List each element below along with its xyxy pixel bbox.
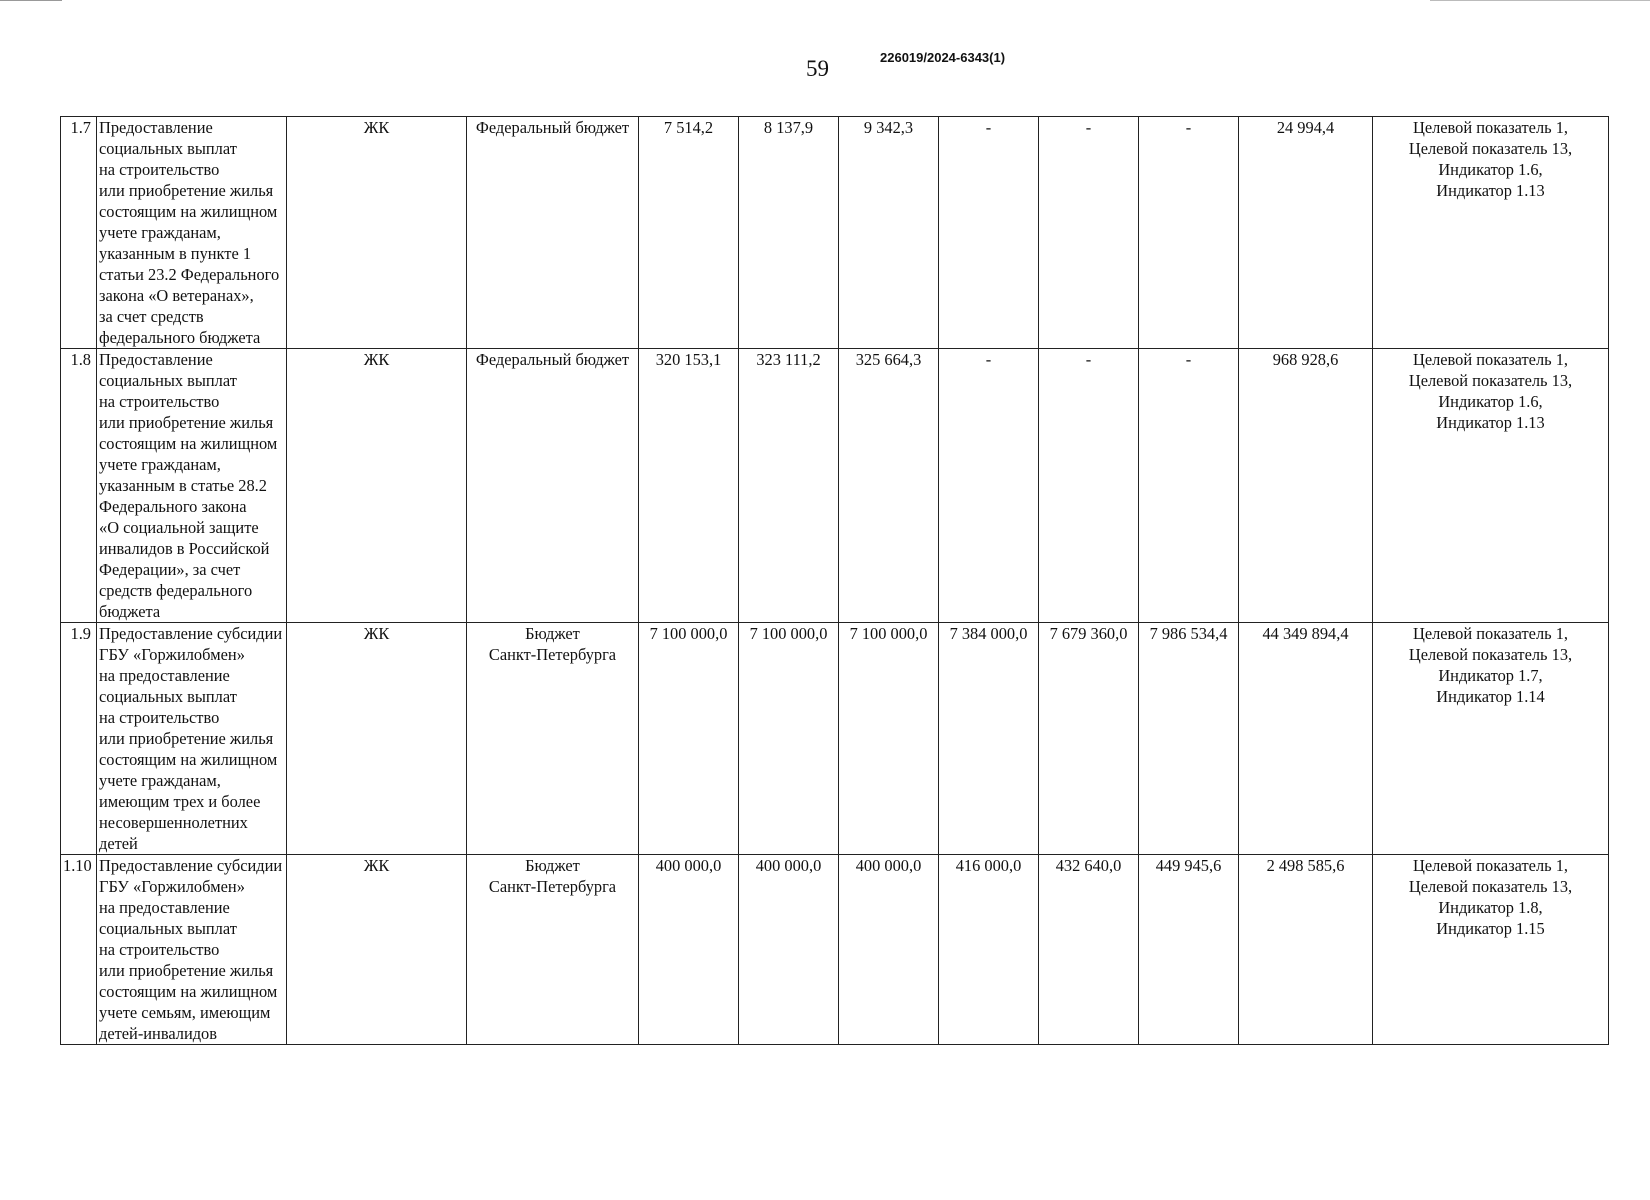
measure-name: Предоставление субсидии ГБУ «Горжилобмен» на предоставление социальных выплат на строительство или приобретение жилья состоящим на жилищном учете гражданам, имеющим трех и более несовершеннолетних детей [97, 623, 287, 855]
value-cell: - [939, 117, 1039, 349]
funding-source: Бюджет Санкт-Петербурга [467, 855, 639, 1045]
value-cell: 325 664,3 [839, 349, 939, 623]
value-cell: 400 000,0 [739, 855, 839, 1045]
total-cell: 44 349 894,4 [1239, 623, 1373, 855]
row-number: 1.9 [61, 623, 97, 855]
value-cell: 7 384 000,0 [939, 623, 1039, 855]
executor: ЖК [287, 623, 467, 855]
scan-edge-left [0, 0, 62, 1]
value-cell: 323 111,2 [739, 349, 839, 623]
measure-name: Предоставление социальных выплат на строительство или приобретение жилья состоящим на жилищном учете гражданам, указанным в статье 28.2 Федерального закона «О социальной защите инвалидов в Российской Федерации», за счет средств федерального бюджета [97, 349, 287, 623]
executor: ЖК [287, 349, 467, 623]
value-cell: 7 514,2 [639, 117, 739, 349]
table-row [61, 623, 1609, 855]
indicators: Целевой показатель 1, Целевой показатель 13, Индикатор 1.7, Индикатор 1.14 [1373, 623, 1609, 855]
measure-name: Предоставление субсидии ГБУ «Горжилобмен» на предоставление социальных выплат на строительство или приобретение жилья состоящим на жилищном учете семьям, имеющим детей-инвалидов [97, 855, 287, 1045]
table-row [61, 349, 1609, 623]
value-cell: - [1039, 349, 1139, 623]
value-cell: 432 640,0 [1039, 855, 1139, 1045]
value-cell: 449 945,6 [1139, 855, 1239, 1045]
value-cell: - [1039, 117, 1139, 349]
executor: ЖК [287, 117, 467, 349]
row-number: 1.10 [61, 855, 97, 1045]
table-row [61, 117, 1609, 349]
indicators: Целевой показатель 1, Целевой показатель 13, Индикатор 1.6, Индикатор 1.13 [1373, 117, 1609, 349]
funding-source: Федеральный бюджет [467, 117, 639, 349]
value-cell: 8 137,9 [739, 117, 839, 349]
value-cell: 9 342,3 [839, 117, 939, 349]
page-number: 59 [806, 56, 829, 81]
value-cell: - [1139, 349, 1239, 623]
total-cell: 24 994,4 [1239, 117, 1373, 349]
value-cell: 7 100 000,0 [739, 623, 839, 855]
scan-edge-right [1430, 0, 1650, 1]
executor: ЖК [287, 855, 467, 1045]
row-number: 1.8 [61, 349, 97, 623]
value-cell: 400 000,0 [639, 855, 739, 1045]
total-cell: 2 498 585,6 [1239, 855, 1373, 1045]
value-cell: 7 679 360,0 [1039, 623, 1139, 855]
row-number: 1.7 [61, 117, 97, 349]
budget-table [60, 116, 1609, 1045]
value-cell: 320 153,1 [639, 349, 739, 623]
value-cell: 7 100 000,0 [839, 623, 939, 855]
table-row [61, 855, 1609, 1045]
indicators: Целевой показатель 1, Целевой показатель 13, Индикатор 1.8, Индикатор 1.15 [1373, 855, 1609, 1045]
value-cell: - [1139, 117, 1239, 349]
value-cell: 7 100 000,0 [639, 623, 739, 855]
value-cell: 400 000,0 [839, 855, 939, 1045]
registration-number: 226019/2024-6343(1) [880, 50, 1006, 65]
funding-source: Бюджет Санкт-Петербурга [467, 623, 639, 855]
indicators: Целевой показатель 1, Целевой показатель 13, Индикатор 1.6, Индикатор 1.13 [1373, 349, 1609, 623]
funding-source: Федеральный бюджет [467, 349, 639, 623]
value-cell: - [939, 349, 1039, 623]
measure-name: Предоставление социальных выплат на строительство или приобретение жилья состоящим на жилищном учете гражданам, указанным в пункте 1 статьи 23.2 Федерального закона «О ветеранах», за счет средств федерального бюджета [97, 117, 287, 349]
value-cell: 7 986 534,4 [1139, 623, 1239, 855]
total-cell: 968 928,6 [1239, 349, 1373, 623]
value-cell: 416 000,0 [939, 855, 1039, 1045]
